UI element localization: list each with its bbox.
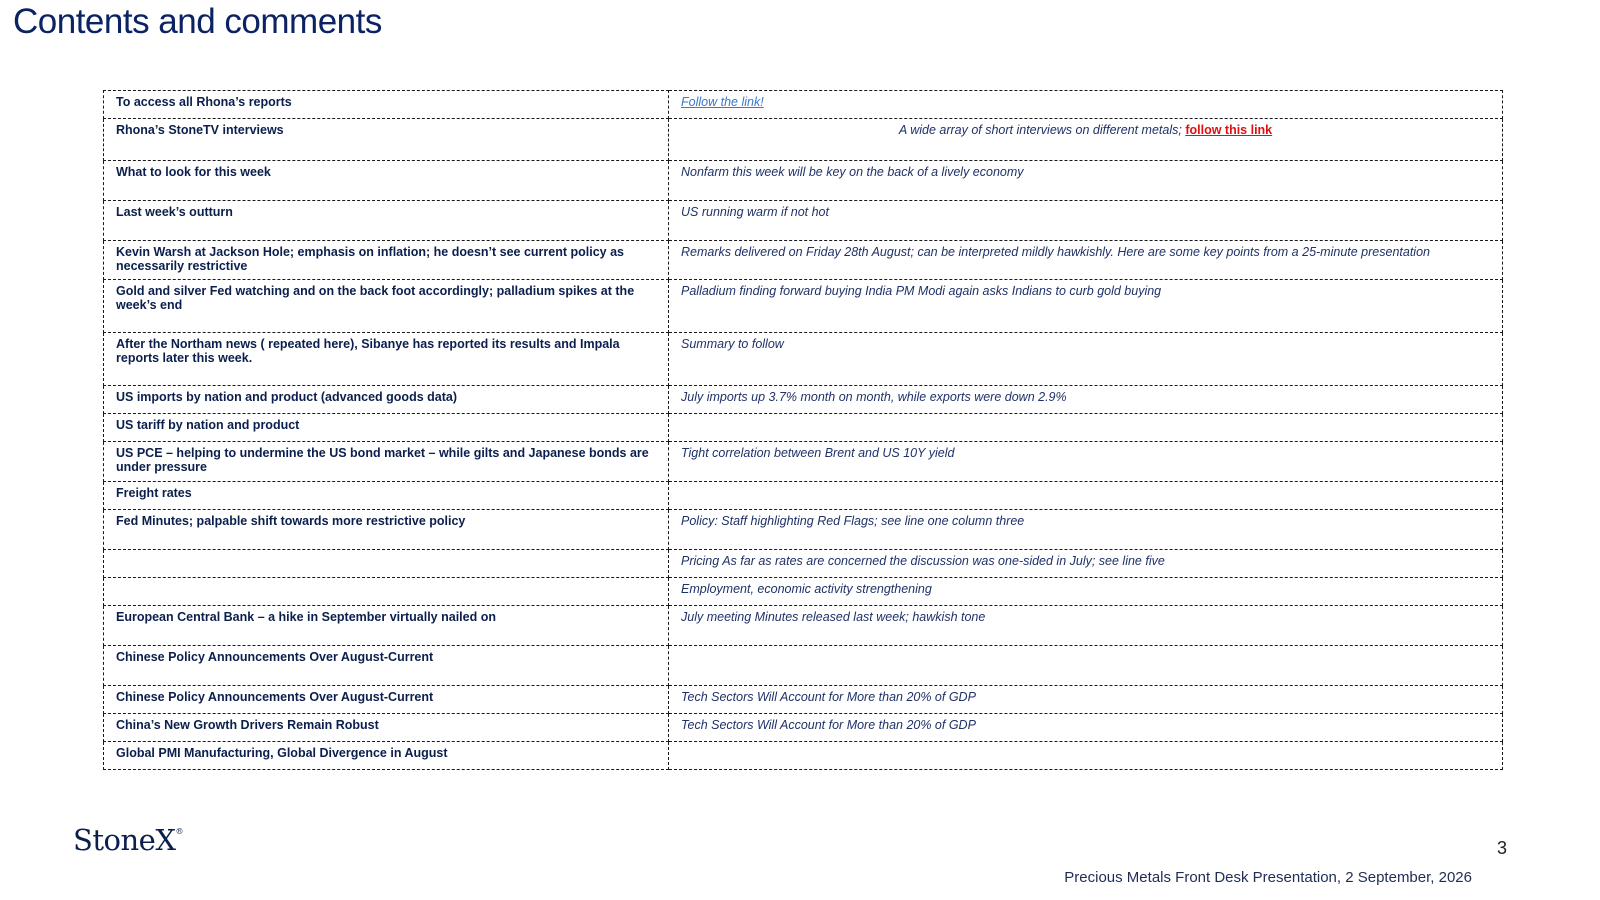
row-comment [669,414,1503,442]
row-comment [669,119,1503,161]
table-row [104,161,1503,201]
table-row [104,742,1503,770]
row-topic: European Central Bank – a hike in September virtually nailed on [104,606,669,646]
stonetv-link[interactable]: follow this link [1185,123,1273,137]
table-row [104,482,1503,510]
row-topic: US PCE – helping to undermine the US bond market – while gilts and Japanese bonds are under pressure [104,442,669,482]
row-comment: US running warm if not hot [669,201,1503,241]
table-row [104,606,1503,646]
row-topic: After the Northam news ( repeated here), Sibanye has reported its results and Impala reports later this week. [104,333,669,386]
contents-table [103,90,1503,770]
row-comment [669,646,1503,686]
row-comment: Pricing As far as rates are concerned the discussion was one-sided in July; see line five [669,550,1503,578]
table-row [104,280,1503,333]
row-comment: Tech Sectors Will Account for More than 20% of GDP [669,686,1503,714]
row-topic [104,578,669,606]
row-comment: Employment, economic activity strengthening [669,578,1503,606]
row-topic: Chinese Policy Announcements Over August-Current [104,686,669,714]
registered-mark: ® [175,827,183,836]
row-comment: Tight correlation between Brent and US 10Y yield [669,442,1503,482]
stonex-logo [73,823,183,857]
row-topic: US tariff by nation and product [104,414,669,442]
follow-link[interactable]: Follow the link! [681,95,764,109]
table-row [104,510,1503,550]
row-comment: Remarks delivered on Friday 28th August; can be interpreted mildly hawkishly. Here are some key points from a 25-minute presentation [669,241,1503,280]
row-topic: China’s New Growth Drivers Remain Robust [104,714,669,742]
table-row [104,550,1503,578]
table-row [104,442,1503,482]
table-row [104,414,1503,442]
page-number: 3 [1497,838,1508,858]
table-row [104,686,1503,714]
row-topic [104,550,669,578]
row-comment: Nonfarm this week will be key on the back of a lively economy [669,161,1503,201]
page-title: Contents and comments [13,2,382,41]
row-topic: Global PMI Manufacturing, Global Divergence in August [104,742,669,770]
row-comment [669,91,1503,119]
row-comment: Policy: Staff highlighting Red Flags; see line one column three [669,510,1503,550]
row-comment [669,742,1503,770]
row-topic: What to look for this week [104,161,669,201]
row-topic: Fed Minutes; palpable shift towards more restrictive policy [104,510,669,550]
row-topic: Freight rates [104,482,669,510]
row-topic: Gold and silver Fed watching and on the back foot accordingly; palladium spikes at the week’s end [104,280,669,333]
row-comment: July meeting Minutes released last week; hawkish tone [669,606,1503,646]
row-topic: Last week’s outturn [104,201,669,241]
row-comment: Tech Sectors Will Account for More than 20% of GDP [669,714,1503,742]
row-comment [669,482,1503,510]
table-row [104,578,1503,606]
table-row [104,386,1503,414]
table-row [104,91,1503,119]
row-comment: Summary to follow [669,333,1503,386]
row-comment: Palladium finding forward buying India PM Modi again asks Indians to curb gold buying [669,280,1503,333]
row-topic: Chinese Policy Announcements Over August-Current [104,646,669,686]
table-row [104,119,1503,161]
row-comment-text: A wide array of short interviews on different metals; [898,123,1182,137]
row-comment: July imports up 3.7% month on month, while exports were down 2.9% [669,386,1503,414]
logo-text: StoneX [73,823,176,857]
row-topic: Kevin Warsh at Jackson Hole; emphasis on inflation; he doesn’t see current policy as necessarily restrictive [104,241,669,280]
row-topic: US imports by nation and product (advanced goods data) [104,386,669,414]
table-row [104,333,1503,386]
table-row [104,714,1503,742]
footer-text: Precious Metals Front Desk Presentation, 2 September, 2026 [1064,869,1472,886]
row-topic: To access all Rhona’s reports [104,91,669,119]
table-row [104,241,1503,280]
table-row [104,201,1503,241]
row-topic: Rhona’s StoneTV interviews [104,119,669,161]
table-row [104,646,1503,686]
